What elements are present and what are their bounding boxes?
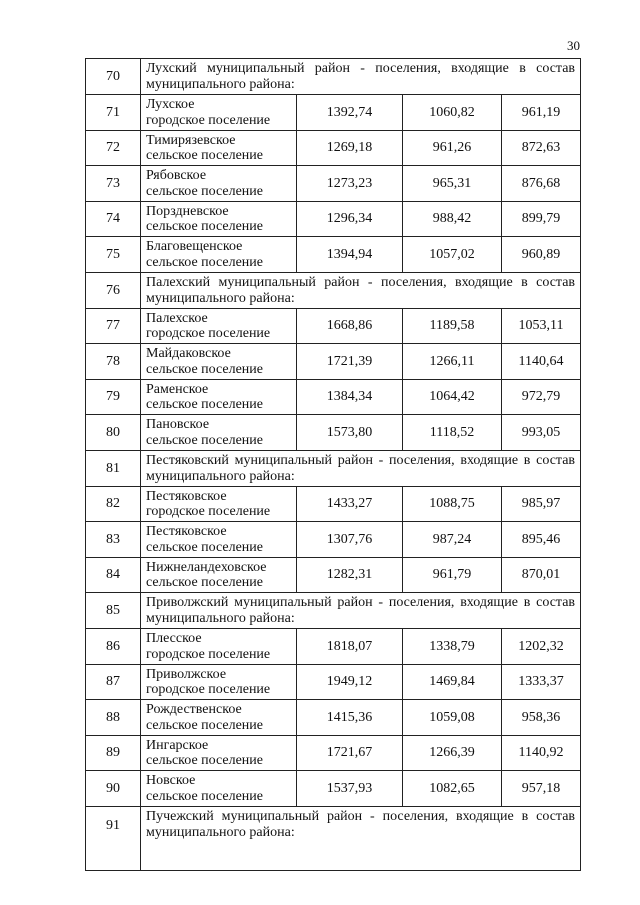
table-row xyxy=(86,344,581,380)
value-col-2: 1059,08 xyxy=(403,700,502,736)
table-row xyxy=(86,665,581,700)
value-col-3: 985,97 xyxy=(502,487,581,522)
value-col-3: 958,36 xyxy=(502,700,581,736)
settlement-name-line-1: Пестяковское xyxy=(146,524,227,539)
table-row xyxy=(86,131,581,166)
value-col-3: 872,63 xyxy=(502,131,581,166)
row-number: 82 xyxy=(86,487,141,522)
value-col-3: 899,79 xyxy=(502,202,581,237)
value-col-3: 1333,37 xyxy=(502,665,581,700)
value-col-3: 1053,11 xyxy=(502,309,581,344)
district-heading: Палехский муниципальный район - поселения, входящие в состав муниципального района: xyxy=(141,273,581,309)
row-number: 85 xyxy=(86,593,141,629)
table-row xyxy=(86,202,581,237)
value-col-2: 1266,39 xyxy=(403,736,502,771)
row-number: 91 xyxy=(86,807,141,871)
table-row xyxy=(86,309,581,344)
row-number: 79 xyxy=(86,380,141,415)
district-heading: Пучежский муниципальный район - поселения, входящие в состав муниципального района: xyxy=(141,807,581,871)
settlement-name xyxy=(141,629,297,665)
table-row xyxy=(86,415,581,451)
value-col-1: 1668,86 xyxy=(297,309,403,344)
settlement-type-line: сельское поселение xyxy=(146,254,263,270)
value-col-2: 1338,79 xyxy=(403,629,502,665)
table-row xyxy=(86,771,581,807)
settlement-name xyxy=(141,665,297,700)
settlement-name xyxy=(141,736,297,771)
settlement-name-line-1: Приволжское xyxy=(146,666,227,682)
district-heading: Приволжский муниципальный район - поселения, входящие в состав муниципального района: xyxy=(141,593,581,629)
settlement-name-line-1: Новское xyxy=(146,773,196,788)
settlement-type-line: сельское поселение xyxy=(146,183,263,199)
settlement-name xyxy=(141,700,297,736)
settlement-name xyxy=(141,95,297,131)
value-col-1: 1307,76 xyxy=(297,522,403,558)
settlement-name-line-1: Раменское xyxy=(146,381,209,397)
settlement-name xyxy=(141,202,297,237)
value-col-2: 988,42 xyxy=(403,202,502,237)
settlement-name xyxy=(141,131,297,166)
value-col-1: 1537,93 xyxy=(297,771,403,807)
settlement-name xyxy=(141,522,297,558)
row-number: 78 xyxy=(86,344,141,380)
table-row xyxy=(86,95,581,131)
value-col-2: 1060,82 xyxy=(403,95,502,131)
settlement-type-line: городское поселение xyxy=(146,504,271,519)
district-row xyxy=(86,593,581,629)
settlement-type-line: сельское поселение xyxy=(146,432,263,448)
settlement-type-line: сельское поселение xyxy=(146,148,263,163)
value-col-1: 1384,34 xyxy=(297,380,403,415)
settlement-name-line-1: Пестяковское xyxy=(146,488,227,504)
settlement-type-line: городское поселение xyxy=(146,646,271,662)
district-heading: Лухский муниципальный район - поселения, входящие в состав муниципального района: xyxy=(141,59,581,95)
table-row xyxy=(86,237,581,273)
value-col-2: 1118,52 xyxy=(403,415,502,451)
row-number: 75 xyxy=(86,237,141,273)
value-col-2: 1469,84 xyxy=(403,665,502,700)
row-number: 72 xyxy=(86,131,141,166)
settlement-name-line-1: Порздневское xyxy=(146,203,229,219)
row-number: 80 xyxy=(86,415,141,451)
settlement-name-line-1: Ингарское xyxy=(146,737,209,753)
value-col-2: 1266,11 xyxy=(403,344,502,380)
row-number: 86 xyxy=(86,629,141,665)
value-col-2: 1189,58 xyxy=(403,309,502,344)
value-col-1: 1296,34 xyxy=(297,202,403,237)
value-col-2: 1057,02 xyxy=(403,237,502,273)
value-col-3: 876,68 xyxy=(502,166,581,202)
district-row xyxy=(86,807,581,871)
row-number: 70 xyxy=(86,59,141,95)
value-col-3: 1202,32 xyxy=(502,629,581,665)
value-col-1: 1573,80 xyxy=(297,415,403,451)
district-row xyxy=(86,59,581,95)
settlement-name-line-1: Лухское xyxy=(146,97,195,112)
row-number: 71 xyxy=(86,95,141,131)
value-col-1: 1415,36 xyxy=(297,700,403,736)
settlement-type-line: сельское поселение xyxy=(146,219,263,234)
value-col-2: 961,79 xyxy=(403,558,502,593)
table-row xyxy=(86,736,581,771)
district-row xyxy=(86,451,581,487)
value-col-2: 961,26 xyxy=(403,131,502,166)
value-col-1: 1394,94 xyxy=(297,237,403,273)
settlement-type-line: городское поселение xyxy=(146,326,271,341)
value-col-1: 1433,27 xyxy=(297,487,403,522)
row-number: 74 xyxy=(86,202,141,237)
table-body xyxy=(86,59,581,871)
value-col-3: 972,79 xyxy=(502,380,581,415)
table-row xyxy=(86,380,581,415)
value-col-2: 1082,65 xyxy=(403,771,502,807)
settlement-name xyxy=(141,771,297,807)
value-col-2: 987,24 xyxy=(403,522,502,558)
settlement-type-line: сельское поселение xyxy=(146,397,263,412)
value-col-2: 965,31 xyxy=(403,166,502,202)
settlements-table xyxy=(85,58,581,871)
value-col-1: 1721,39 xyxy=(297,344,403,380)
settlement-name xyxy=(141,237,297,273)
value-col-1: 1818,07 xyxy=(297,629,403,665)
settlement-name xyxy=(141,309,297,344)
value-col-3: 1140,64 xyxy=(502,344,581,380)
value-col-3: 957,18 xyxy=(502,771,581,807)
row-number: 88 xyxy=(86,700,141,736)
row-number: 90 xyxy=(86,771,141,807)
value-col-3: 870,01 xyxy=(502,558,581,593)
table-row xyxy=(86,166,581,202)
value-col-3: 961,19 xyxy=(502,95,581,131)
settlement-name-line-1: Пановское xyxy=(146,417,210,432)
settlement-name-line-1: Палехское xyxy=(146,310,208,326)
row-number: 76 xyxy=(86,273,141,309)
value-col-2: 1088,75 xyxy=(403,487,502,522)
settlement-name xyxy=(141,558,297,593)
value-col-3: 960,89 xyxy=(502,237,581,273)
settlement-type-line: сельское поселение xyxy=(146,753,263,768)
settlement-type-line: сельское поселение xyxy=(146,539,263,555)
value-col-1: 1949,12 xyxy=(297,665,403,700)
row-number: 81 xyxy=(86,451,141,487)
table-row xyxy=(86,487,581,522)
row-number: 77 xyxy=(86,309,141,344)
settlement-name-line-1: Рождественское xyxy=(146,702,242,717)
value-col-2: 1064,42 xyxy=(403,380,502,415)
value-col-3: 895,46 xyxy=(502,522,581,558)
settlement-name-line-1: Майдаковское xyxy=(146,346,231,361)
settlement-name-line-1: Плесское xyxy=(146,631,202,646)
table-row xyxy=(86,629,581,665)
settlement-type-line: сельское поселение xyxy=(146,575,263,590)
district-row xyxy=(86,273,581,309)
settlement-type-line: городское поселение xyxy=(146,682,271,697)
settlement-name xyxy=(141,415,297,451)
value-col-3: 993,05 xyxy=(502,415,581,451)
table-row xyxy=(86,700,581,736)
value-col-1: 1392,74 xyxy=(297,95,403,131)
settlement-name xyxy=(141,487,297,522)
value-col-1: 1269,18 xyxy=(297,131,403,166)
value-col-1: 1273,23 xyxy=(297,166,403,202)
settlement-type-line: сельское поселение xyxy=(146,717,263,733)
row-number: 73 xyxy=(86,166,141,202)
settlement-name-line-1: Нижнеландеховское xyxy=(146,559,267,575)
row-number: 84 xyxy=(86,558,141,593)
value-col-1: 1282,31 xyxy=(297,558,403,593)
row-number: 87 xyxy=(86,665,141,700)
row-number: 89 xyxy=(86,736,141,771)
row-number: 83 xyxy=(86,522,141,558)
settlement-name-line-1: Рябовское xyxy=(146,168,207,183)
table-row xyxy=(86,558,581,593)
settlement-type-line: сельское поселение xyxy=(146,361,263,377)
settlement-type-line: сельское поселение xyxy=(146,788,263,804)
settlement-name xyxy=(141,344,297,380)
district-heading: Пестяковский муниципальный район - поселения, входящие в состав муниципального района: xyxy=(141,451,581,487)
table-row xyxy=(86,522,581,558)
value-col-3: 1140,92 xyxy=(502,736,581,771)
settlement-name-line-1: Благовещенское xyxy=(146,239,243,254)
settlement-type-line: городское поселение xyxy=(146,112,271,128)
value-col-1: 1721,67 xyxy=(297,736,403,771)
settlement-name xyxy=(141,166,297,202)
page-number: 30 xyxy=(567,38,580,53)
settlement-name-line-1: Тимирязевское xyxy=(146,132,236,148)
settlement-name xyxy=(141,380,297,415)
